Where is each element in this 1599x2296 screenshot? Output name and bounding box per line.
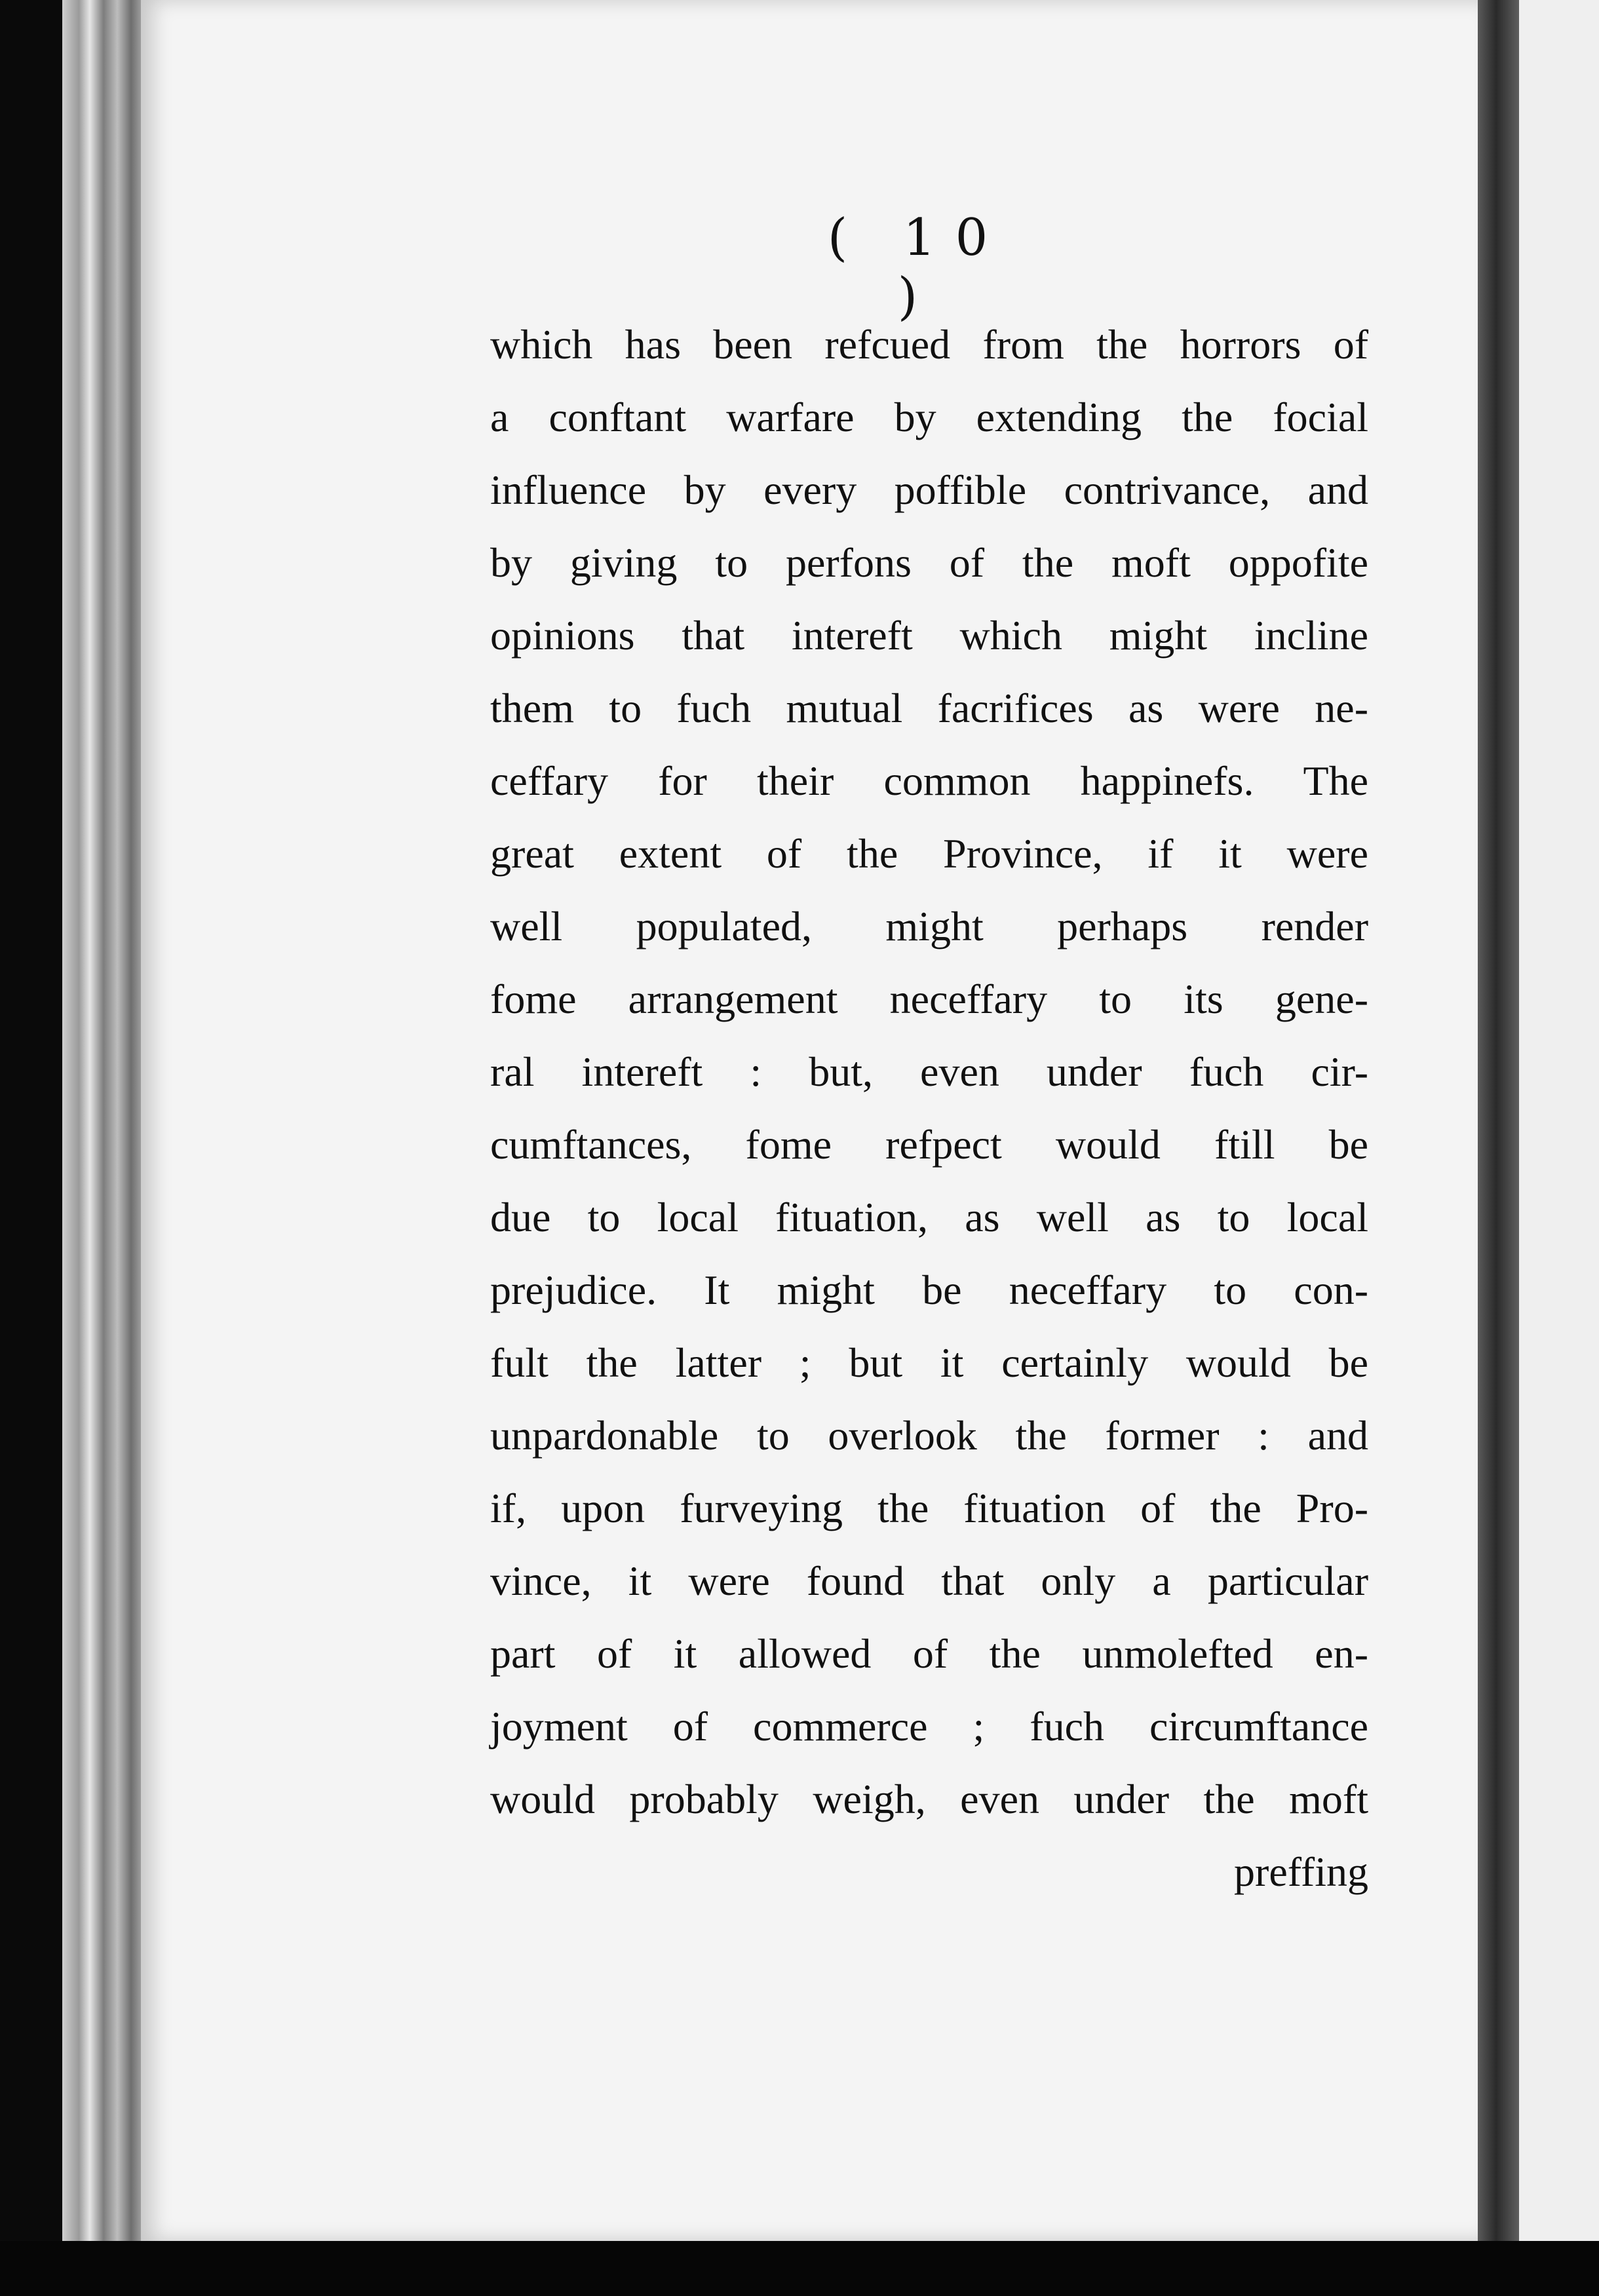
book-gutter [1478,0,1524,2248]
text-line: opinions that intereft which might incline [490,612,1368,659]
text-line: if, upon furveying the fituation of the Pro- [490,1485,1368,1531]
text-line: ral intereft : but, even under fuch cir- [490,1048,1368,1095]
text-line: would probably weigh, even under the moft [490,1776,1368,1822]
text-line: a conftant warfare by extending the focial [490,394,1368,440]
binding-edge [0,0,62,2296]
text-line: which has been refcued from the horrors of [490,321,1368,368]
text-line: part of it allowed of the unmolefted en- [490,1630,1368,1677]
text-line: influence by every poffible contrivance, and [490,467,1368,513]
text-line: ceffary for their common happinefs. The [490,757,1368,804]
text-line: vince, it were found that only a particular [490,1558,1368,1604]
text-line: them to fuch mutual facrifices as were ne- [490,685,1368,731]
text-line: joyment of commerce ; fuch circumftance [490,1703,1368,1750]
catchword: preffing [1234,1848,1368,1895]
text-line: by giving to perfons of the moft oppofite [490,539,1368,586]
text-line: well populated, might perhaps render [490,903,1368,949]
body-text [490,308,1368,1908]
stacked-page-edges [62,0,154,2248]
text-line: prejudice. It might be neceffary to con- [490,1267,1368,1313]
page-number: ( 10 ) [827,208,1008,326]
text-line: cumftances, fome refpect would ftill be [490,1121,1368,1168]
text-line: due to local fituation, as well as to local [490,1194,1368,1240]
text-line: fult the latter ; but it certainly would be [490,1339,1368,1386]
facing-page-edge [1519,0,1599,2248]
text-line: unpardonable to overlook the former : and [490,1412,1368,1459]
scan-bottom-border [0,2241,1599,2296]
text-line: great extent of the Province, if it were [490,830,1368,877]
text-line: fome arrangement neceffary to its gene- [490,976,1368,1022]
